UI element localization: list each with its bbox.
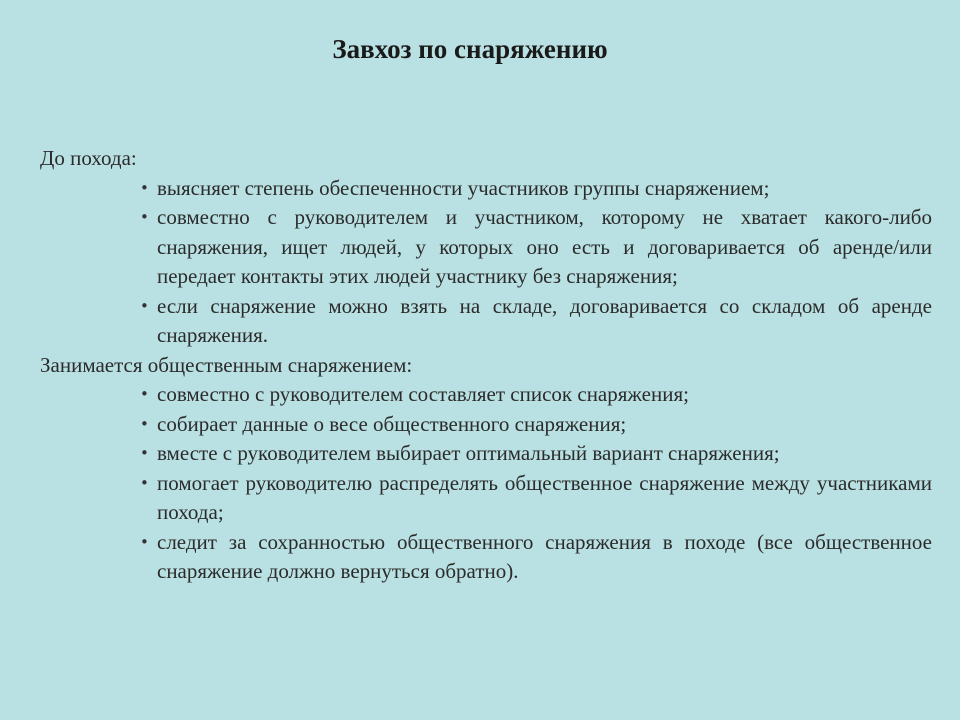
list-item — [140, 439, 932, 469]
list-item — [140, 528, 932, 587]
bullet-icon: • — [140, 208, 149, 226]
slide-content — [40, 144, 932, 587]
bullet-icon: • — [140, 414, 149, 433]
bullet-icon: • — [140, 444, 149, 462]
list-item-text: помогает руководителю распределять общественное снаряжение между участниками похода; — [157, 470, 932, 524]
list-item-text: совместно с руководителем составляет список снаряжения; — [157, 382, 689, 406]
list-item-text: совместно с руководителем и участником, которому не хватает какого-либо снаряжения, ищет людей, у которых оно есть и договаривается об аренде/или передает контакты этих людей участнику без снаряжения; — [157, 205, 932, 288]
slide-title: Завхоз по снаряжению — [332, 34, 608, 64]
list-item-text: выясняет степень обеспеченности участников группы снаряжением; — [157, 175, 770, 200]
list-item — [140, 380, 932, 410]
section-heading-before-trip: До похода: — [40, 146, 137, 170]
bullet-icon: • — [140, 473, 149, 492]
bullet-icon: • — [140, 532, 149, 551]
bullet-icon: • — [140, 296, 149, 315]
list-item-text: следит за сохранностью общественного снаряжения в походе (все общественное снаряжение должно вернуться обратно). — [157, 529, 932, 583]
bullet-list-public-gear — [40, 380, 932, 587]
bullet-icon: • — [140, 178, 149, 197]
list-item — [140, 469, 932, 528]
list-item — [140, 203, 932, 292]
bullet-list-before-trip — [40, 174, 932, 351]
list-item — [140, 292, 932, 351]
list-item — [140, 174, 932, 204]
section-heading-public-gear: Занимается общественным снаряжением: — [40, 352, 413, 377]
bullet-icon: • — [140, 385, 149, 403]
list-item — [140, 410, 932, 440]
list-item-text: вместе с руководителем выбирает оптимальный вариант снаряжения; — [157, 441, 780, 465]
list-item-text: собирает данные о весе общественного снаряжения; — [157, 411, 627, 436]
list-item-text: если снаряжение можно взять на складе, договаривается со складом об аренде снаряжения. — [157, 293, 932, 347]
